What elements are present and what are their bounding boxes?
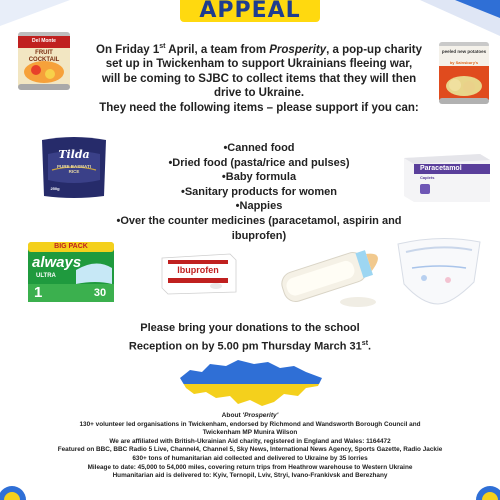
need-heading: They need the following items – please support if you can: bbox=[99, 102, 419, 114]
paracetamol-sub: Caplets bbox=[420, 175, 435, 180]
list-item: •Canned food bbox=[223, 142, 295, 154]
title-banner bbox=[180, 0, 320, 22]
donation-line-1: Please bring your donations to the school bbox=[140, 322, 360, 334]
intro-paragraph bbox=[96, 40, 422, 101]
pads-pack-size: BIG PACK bbox=[54, 243, 88, 250]
nappy-image bbox=[392, 234, 486, 308]
list-item: •Baby formula bbox=[221, 171, 297, 184]
about-section bbox=[20, 412, 480, 481]
intro-org-name: Prosperity bbox=[269, 43, 327, 56]
potatoes-brand: by Sainsbury's bbox=[449, 60, 479, 65]
about-line: We are affiliated with British-Ukrainian Aid charity, registered in England and Wales: 1164472 bbox=[109, 437, 391, 445]
list-item: •Over the counter medicines (paracetamol, aspirin and ibuprofen) bbox=[116, 214, 402, 242]
rice-bag-image bbox=[38, 134, 110, 200]
pads-size-number: 1 bbox=[34, 284, 43, 301]
corner-decoration-top-right bbox=[380, 0, 500, 40]
list-item: •Nappies bbox=[235, 200, 283, 213]
ibuprofen-box-image bbox=[158, 252, 238, 296]
rice-weight: 250g bbox=[50, 186, 60, 191]
about-line: 130+ volunteer led organisations in Twickenham, endorsed by Richmond and Wandsworth Borough Council and Twickenham MP Munira Wilson bbox=[79, 420, 421, 437]
list-item: •Dried food (pasta/rice and pulses) bbox=[168, 156, 350, 169]
about-line: 630+ tons of humanitarian aid collected and delivered to Ukraine by 35 lorries bbox=[132, 454, 368, 462]
about-title-org: 'Prosperity' bbox=[242, 412, 279, 419]
intro-part-2: April, a team from bbox=[165, 43, 270, 56]
about-title bbox=[20, 412, 480, 421]
potatoes-can-image bbox=[436, 40, 492, 106]
donation-ordinal: st bbox=[361, 340, 369, 347]
paracetamol-label: Paracetamol bbox=[420, 165, 462, 172]
potatoes-label: peeled new potatoes bbox=[441, 49, 487, 54]
list-item: •Sanitary products for women bbox=[180, 185, 338, 198]
fruit-cocktail-brand: Del Monte bbox=[32, 38, 56, 44]
intro-part-3: , a pop-up charity set up in Twickenham to support Ukrainians fleeing war, will be coming to SJBC to collect items that they will then drive to Ukraine. bbox=[101, 43, 422, 100]
intro-part-1: On Friday 1 bbox=[96, 43, 160, 56]
corner-decoration-top-left bbox=[0, 0, 70, 30]
fruit-cocktail-can-image bbox=[14, 30, 74, 92]
pads-sub: ULTRA bbox=[36, 273, 56, 279]
pads-count: 30 bbox=[93, 287, 107, 299]
intro-ordinal: st bbox=[159, 43, 166, 50]
rice-brand: Tilda bbox=[58, 148, 90, 161]
donation-instructions bbox=[60, 321, 440, 355]
ibuprofen-label: Ibuprofen bbox=[177, 265, 219, 275]
donation-line-2-text: Reception on by 5.00 pm Thursday March 31 bbox=[128, 340, 362, 353]
paracetamol-box-image bbox=[402, 152, 492, 204]
baby-bottle-image bbox=[260, 232, 400, 312]
ukraine-map-image bbox=[176, 356, 326, 412]
donation-line-2 bbox=[60, 336, 440, 355]
about-line: Mileage to date: 45,000 to 54,000 miles, covering return trips from Heathrow warehouse to Western Ukraine bbox=[87, 463, 413, 471]
items-list bbox=[96, 141, 422, 243]
donation-line-2-end: . bbox=[368, 340, 372, 353]
pads-brand: always bbox=[32, 254, 82, 271]
about-title-prefix: About bbox=[221, 412, 243, 419]
about-line: Humanitarian aid is delivered to: Kyiv, Ternopil, Lviv, Stryi, Ivano-Frankivsk and Berezhany bbox=[112, 472, 388, 480]
fruit-cocktail-label: FRUIT COCKTAIL bbox=[28, 50, 60, 63]
poster-title: APPEAL bbox=[199, 0, 301, 23]
rice-label: PURE BASMATI RICE bbox=[57, 164, 91, 174]
sanitary-pads-pack-image bbox=[26, 240, 116, 304]
about-line: Featured on BBC, BBC Radio 5 Live, Channel4, Channel 5, Sky News, International News Agency, Sports Gazette, Radio Jackie bbox=[57, 446, 443, 454]
